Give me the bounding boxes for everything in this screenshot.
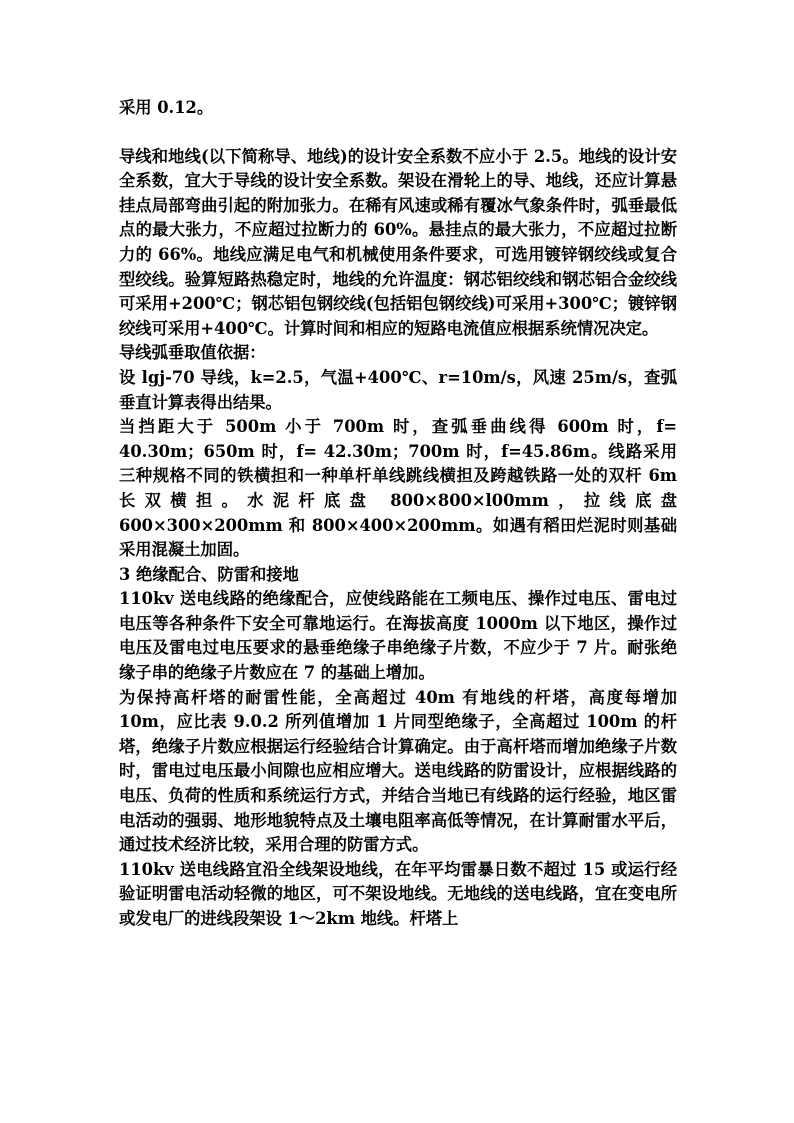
paragraph-lightning-protection: 为保持高杆塔的耐雷性能，全高超过 40m 有地线的杆塔，高度每增加 10m，应比表 9.0.2 所列值增加 1 片同型绝缘子，全高超过 100m 的杆塔，绝缘子片数应根据运行经验结合计算确定。由于高杆塔而增加绝缘子片数时，雷电过电压最小间隙也应相应增大。送电线路的防雷设计，应根据线路的电压、负荷的性质和系统运行方式，并结合当地已有线路的运行经验，地区雷电活动的强弱、地形地貌特点及土壤电阻率高低等情况，在计算耐雷水平后，通过技术经济比较，采用合理的防雷方式。 (119, 687, 677, 855)
paragraph-sag-basis-heading: 导线弧垂取值依据： (119, 343, 266, 363)
paragraph-spacer (119, 121, 677, 145)
paragraph-continuation: 采用 0.12。 (119, 98, 214, 117)
paragraph-ground-wire: 110kv 送电线路宜沿全线架设地线，在年平均雷暴日数不超过 15 或运行经验证明雷电活动轻微的地区，可不架设地线。无地线的送电线路，宜在变电所或发电厂的进线段架设 1～2km 地线。杆塔上 (119, 859, 677, 928)
section-heading-insulation: 3 绝缘配合、防雷和接地 (119, 564, 299, 584)
paragraph-span-sag: 当挡距大于 500m 小于 700m 时，查弧垂曲线得 600m 时，f= 40.30m；650m 时，f= 42.30m；700m 时，f=45.86m。线路采用三种规格不同的铁横担和一种单杆单线跳线横担及跨越铁路一处的双杆 6m 长双横担。水泥杆底盘 800×800×l00mm，拉线底盘 600×300×200mm 和 800×400×200mm。如遇有稻田烂泥时则基础采用混凝土加固。 (119, 417, 677, 560)
document-page (119, 96, 677, 932)
paragraph-sag-assumption: 设 lgj-70 导线，k=2.5，气温+400℃、r=10m/s，风速 25m/s，查弧垂直计算表得出结果。 (119, 367, 677, 412)
paragraph-safety-factor: 导线和地线(以下简称导、地线)的设计安全系数不应小于 2.5。地线的设计安全系数，宜大于导线的设计安全系数。架设在滑轮上的导、地线，还应计算悬挂点局部弯曲引起的附加张力。在稀有风速或稀有覆冰气象条件时，弧垂最低点的最大张力，不应超过拉断力的 60%。悬挂点的最大张力，不应超过拉断力的 66%。地线应满足电气和机械使用条件要求，可选用镀锌钢绞线或复合型绞线。验算短路热稳定时，地线的允许温度：钢芯铝绞线和钢芯铝合金绞线可采用+200℃；钢芯铝包钢绞线(包括铝包钢绞线)可采用+300℃；镀锌钢绞线可采用+400℃。计算时间和相应的短路电流值应根据系统情况决定。 (119, 146, 677, 338)
paragraph-insulation-coordination: 110kv 送电线路的绝缘配合，应使线路能在工频电压、操作过电压、雷电过电压等各种条件下安全可靠地运行。在海拔高度 1000m 以下地区，操作过电压及雷电过电压要求的悬垂绝缘子串绝缘子片数，不应少于 7 片。耐张绝缘子串的绝缘子片数应在 7 的基础上增加。 (119, 589, 677, 683)
